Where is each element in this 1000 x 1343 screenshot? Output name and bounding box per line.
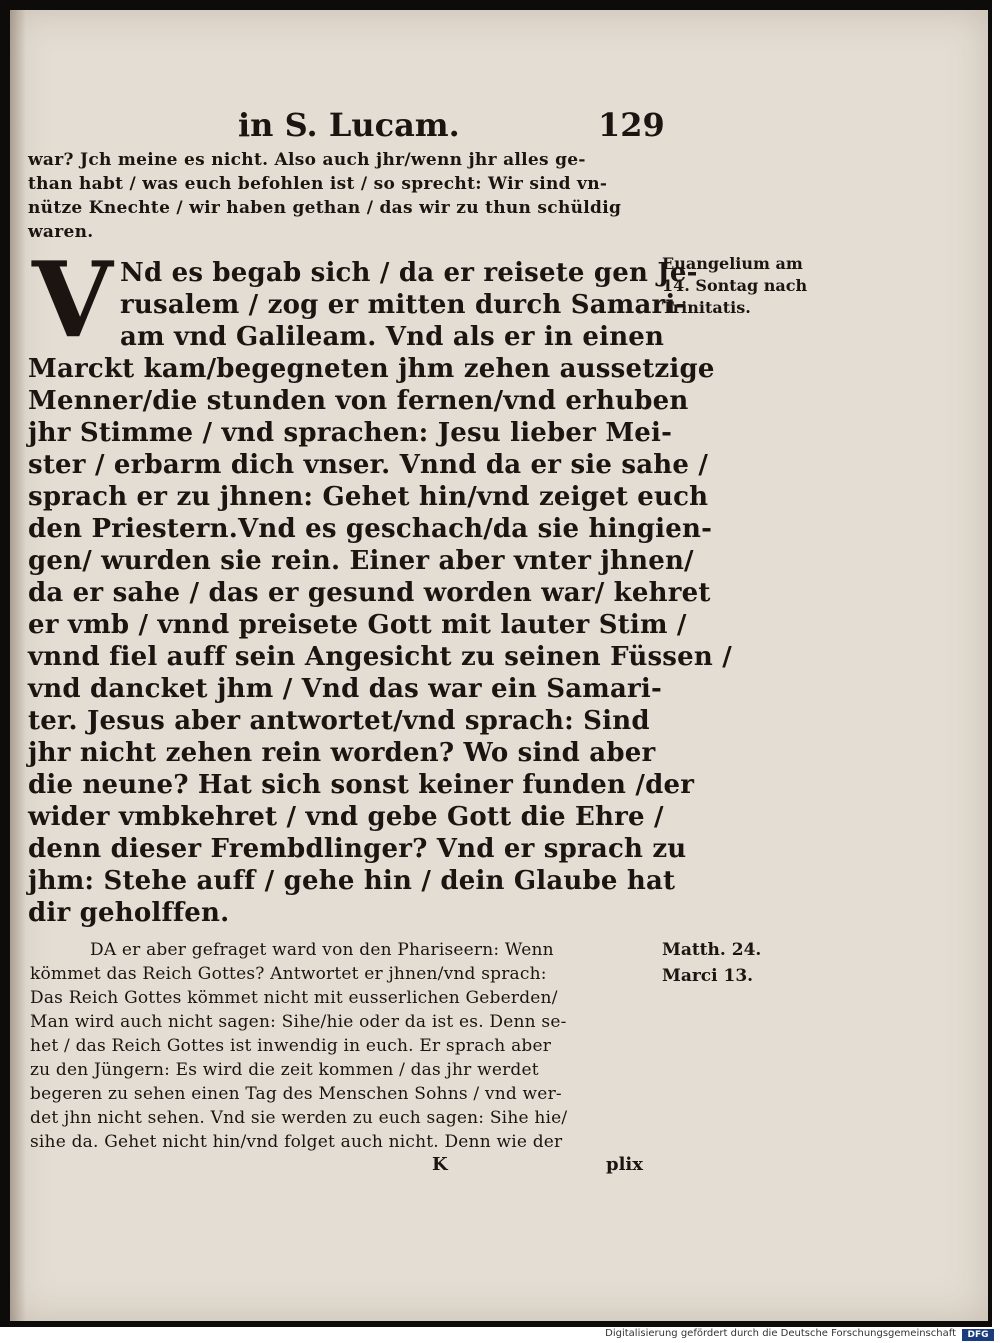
- text-line: Man wird auch nicht sagen: Sihe/hie oder da ist es. Denn se-: [30, 1012, 567, 1032]
- text-line: kömmet das Reich Gottes? Antwortet er jhnen/vnd sprach:: [30, 964, 547, 984]
- text-line: vnnd fiel auff sein Angesicht zu seinen Füssen /: [28, 642, 732, 672]
- text-line: Menner/die stunden von fernen/vnd erhuben: [28, 386, 689, 416]
- text-line: Marckt kam/begegneten jhm zehen aussetzige: [28, 354, 715, 384]
- page-number: 129: [598, 106, 665, 144]
- text-line: rusalem / zog er mitten durch Samari-: [120, 290, 687, 320]
- catchword: plix: [606, 1154, 643, 1175]
- text-line: die neune? Hat sich sonst keiner funden /der: [28, 770, 695, 800]
- margin-note-line: Euangelium am: [662, 254, 803, 273]
- margin-note-line: Trinitatis.: [662, 298, 751, 317]
- text-line: da er sahe / das er gesund worden war/ kehret: [28, 578, 711, 608]
- margin-reference: Matth. 24.: [662, 940, 762, 960]
- text-line: vnd dancket jhm / Vnd das war ein Samari-: [28, 674, 662, 704]
- text-line: jhr nicht zehen rein worden? Wo sind aber: [28, 738, 656, 768]
- text-line: DA er aber gefraget ward von den Phariseern: Wenn: [90, 940, 554, 960]
- text-line: ter. Jesus aber antwortet/vnd sprach: Sind: [28, 706, 650, 736]
- text-line: Das Reich Gottes kömmet nicht mit eusserlichen Geberden/: [30, 988, 558, 1008]
- running-head: in S. Lucam.: [238, 106, 460, 144]
- text-line: jhm: Stehe auff / gehe hin / dein Glaube hat: [28, 866, 676, 896]
- dfg-logo: DFG: [962, 1329, 994, 1341]
- text-line: Nd es begab sich / da er reisete gen Je-: [120, 258, 698, 288]
- text-line: war? Jch meine es nicht. Also auch jhr/wenn jhr alles ge-: [28, 150, 586, 170]
- text-line: er vmb / vnnd preisete Gott mit lauter Stim /: [28, 610, 687, 640]
- text-line: wider vmbkehret / vnd gebe Gott die Ehre /: [28, 802, 664, 832]
- text-line: nütze Knechte / wir haben gethan / das wir zu thun schüldig: [28, 198, 622, 218]
- text-line: het / das Reich Gottes ist inwendig in euch. Er sprach aber: [30, 1036, 552, 1056]
- text-line: det jhn nicht sehen. Vnd sie werden zu euch sagen: Sihe hie/: [30, 1108, 568, 1128]
- text-line: gen/ wurden sie rein. Einer aber vnter jhnen/: [28, 546, 694, 576]
- margin-reference: Marci 13.: [662, 966, 754, 986]
- text-line: sprach er zu jhnen: Gehet hin/vnd zeiget euch: [28, 482, 709, 512]
- text-line: begeren zu sehen einen Tag des Menschen Sohns / vnd wer-: [30, 1084, 562, 1104]
- text-line: den Priestern.Vnd es geschach/da sie hingien-: [28, 514, 713, 544]
- signature-mark: K: [432, 1154, 448, 1175]
- text-line: than habt / was euch befohlen ist / so sprecht: Wir sind vn-: [28, 174, 608, 194]
- text-line: dir geholffen.: [28, 898, 230, 928]
- text-line: sihe da. Gehet nicht hin/vnd folget auch nicht. Denn wie der: [30, 1132, 563, 1152]
- text-line: jhr Stimme / vnd sprachen: Jesu lieber Mei-: [28, 418, 673, 448]
- funding-credit: Digitalisierung gefördert durch die Deutsche Forschungsgemeinschaft: [605, 1328, 956, 1339]
- text-line: ster / erbarm dich vnser. Vnnd da er sie sahe /: [28, 450, 709, 480]
- text-line: waren.: [28, 222, 94, 242]
- text-line: denn dieser Frembdlinger? Vnd er sprach zu: [28, 834, 687, 864]
- margin-note-line: 14. Sontag nach: [662, 276, 808, 295]
- decorated-initial: V: [32, 238, 113, 361]
- page-spine-shadow: [10, 10, 26, 1321]
- book-page: [10, 10, 988, 1321]
- text-line: zu den Jüngern: Es wird die zeit kommen / das jhr werdet: [30, 1060, 539, 1080]
- text-line: am vnd Galileam. Vnd als er in einen: [120, 322, 665, 352]
